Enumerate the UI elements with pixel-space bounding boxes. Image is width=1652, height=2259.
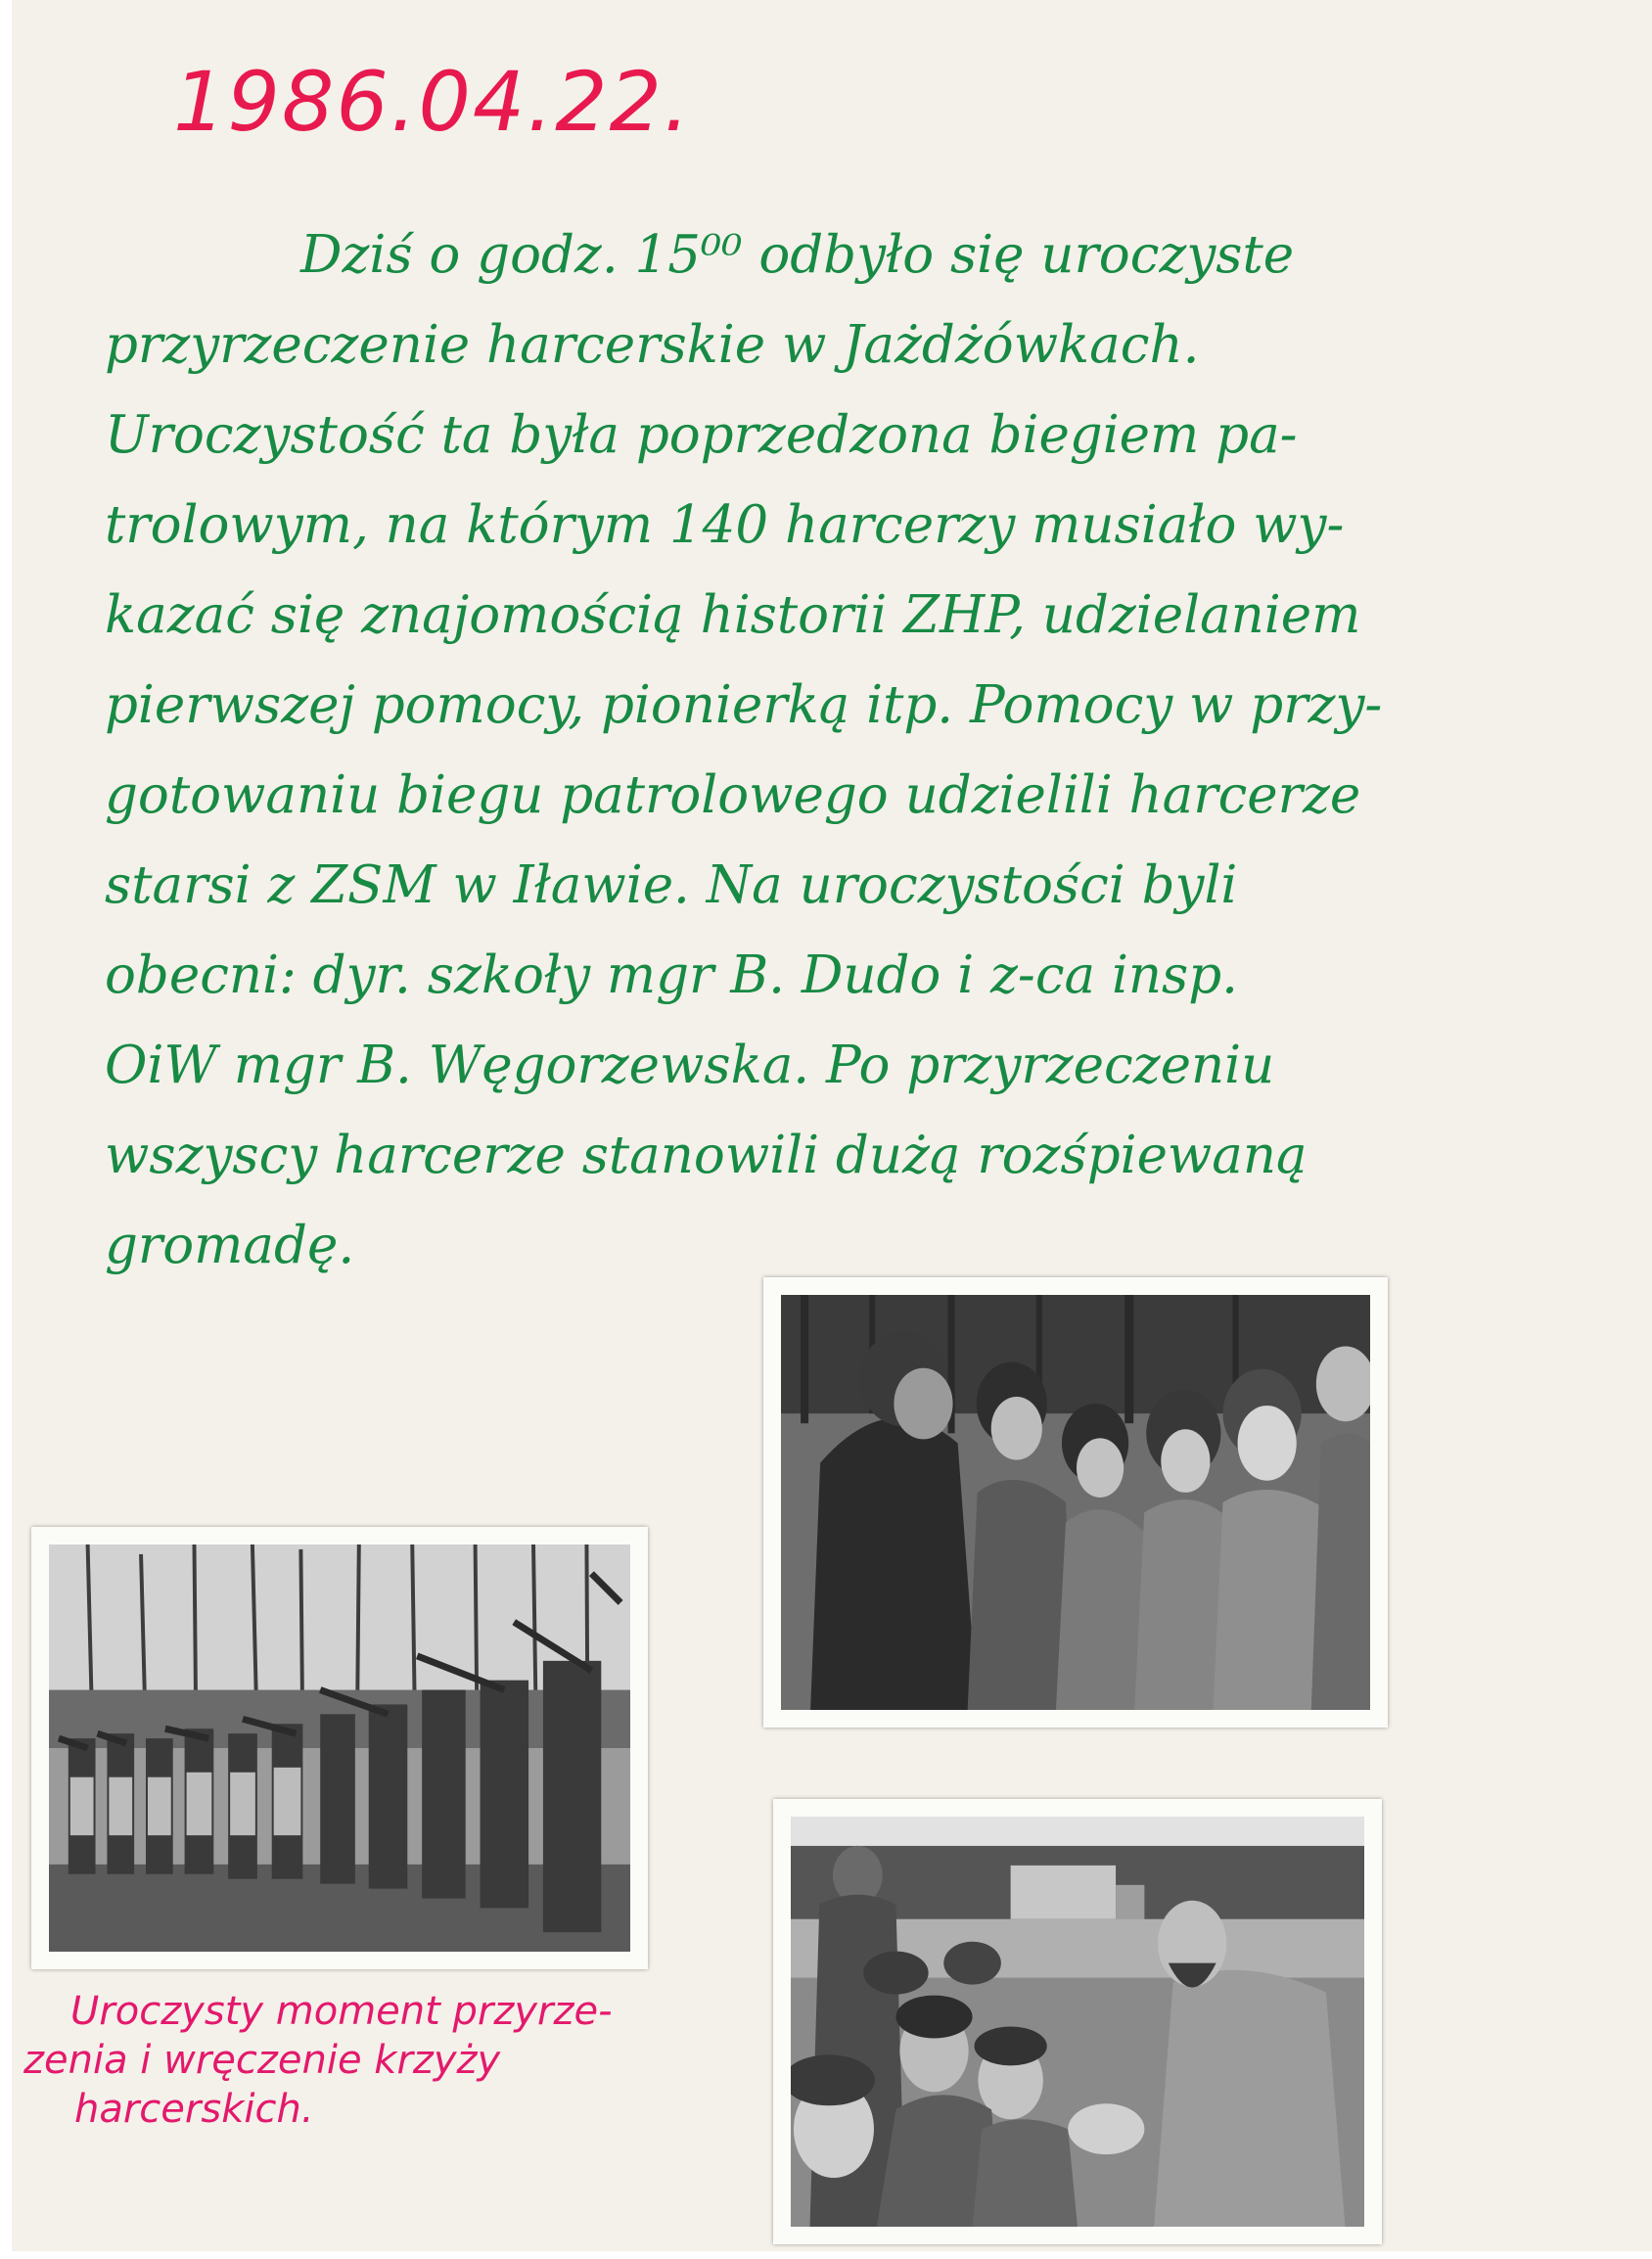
entry-line: przyrzeczenie harcerskie w Jażdżówkach. bbox=[105, 315, 1200, 375]
entry-line: gotowaniu biegu patrolowego udzielili harcerze bbox=[105, 765, 1361, 825]
entry-line: kazać się znajomością historii ZHP, udzielaniem bbox=[105, 585, 1361, 645]
entry-line: starsi z ZSM w Iławie. Na uroczystości byli bbox=[105, 855, 1238, 915]
entry-line: obecni: dyr. szkoły mgr B. Dudo i z-ca insp. bbox=[105, 945, 1239, 1005]
photo-cross-presentation bbox=[773, 1799, 1382, 2244]
caption-line: zenia i wręczenie krzyży bbox=[23, 2038, 501, 2083]
entry-line: Uroczystość ta była poprzedzona biegiem pa- bbox=[105, 405, 1298, 465]
entry-date: 1986.04.22. bbox=[173, 54, 692, 150]
caption-line: Uroczysty moment przyrze- bbox=[70, 1989, 613, 2034]
entry-line: Dziś o godz. 15⁰⁰ odbyło się uroczyste bbox=[300, 225, 1295, 285]
entry-text bbox=[105, 210, 1631, 1291]
photo-salute-ceremony bbox=[31, 1527, 648, 1969]
album-page bbox=[12, 0, 1652, 2251]
entry-line: OiW mgr B. Węgorzewska. Po przyrzeczeniu bbox=[105, 1036, 1275, 1095]
entry-line: wszyscy harcerze stanowili dużą rozśpiewaną bbox=[105, 1126, 1308, 1185]
entry-line: gromadę. bbox=[105, 1216, 355, 1275]
caption-line: harcerskich. bbox=[74, 2087, 314, 2132]
entry-line: trolowym, na którym 140 harcerzy musiało wy- bbox=[105, 495, 1345, 555]
photo-caption bbox=[23, 1987, 767, 2134]
photo-scouts-group bbox=[763, 1277, 1388, 1728]
entry-line: pierwszej pomocy, pionierką itp. Pomocy w przy- bbox=[105, 675, 1383, 735]
